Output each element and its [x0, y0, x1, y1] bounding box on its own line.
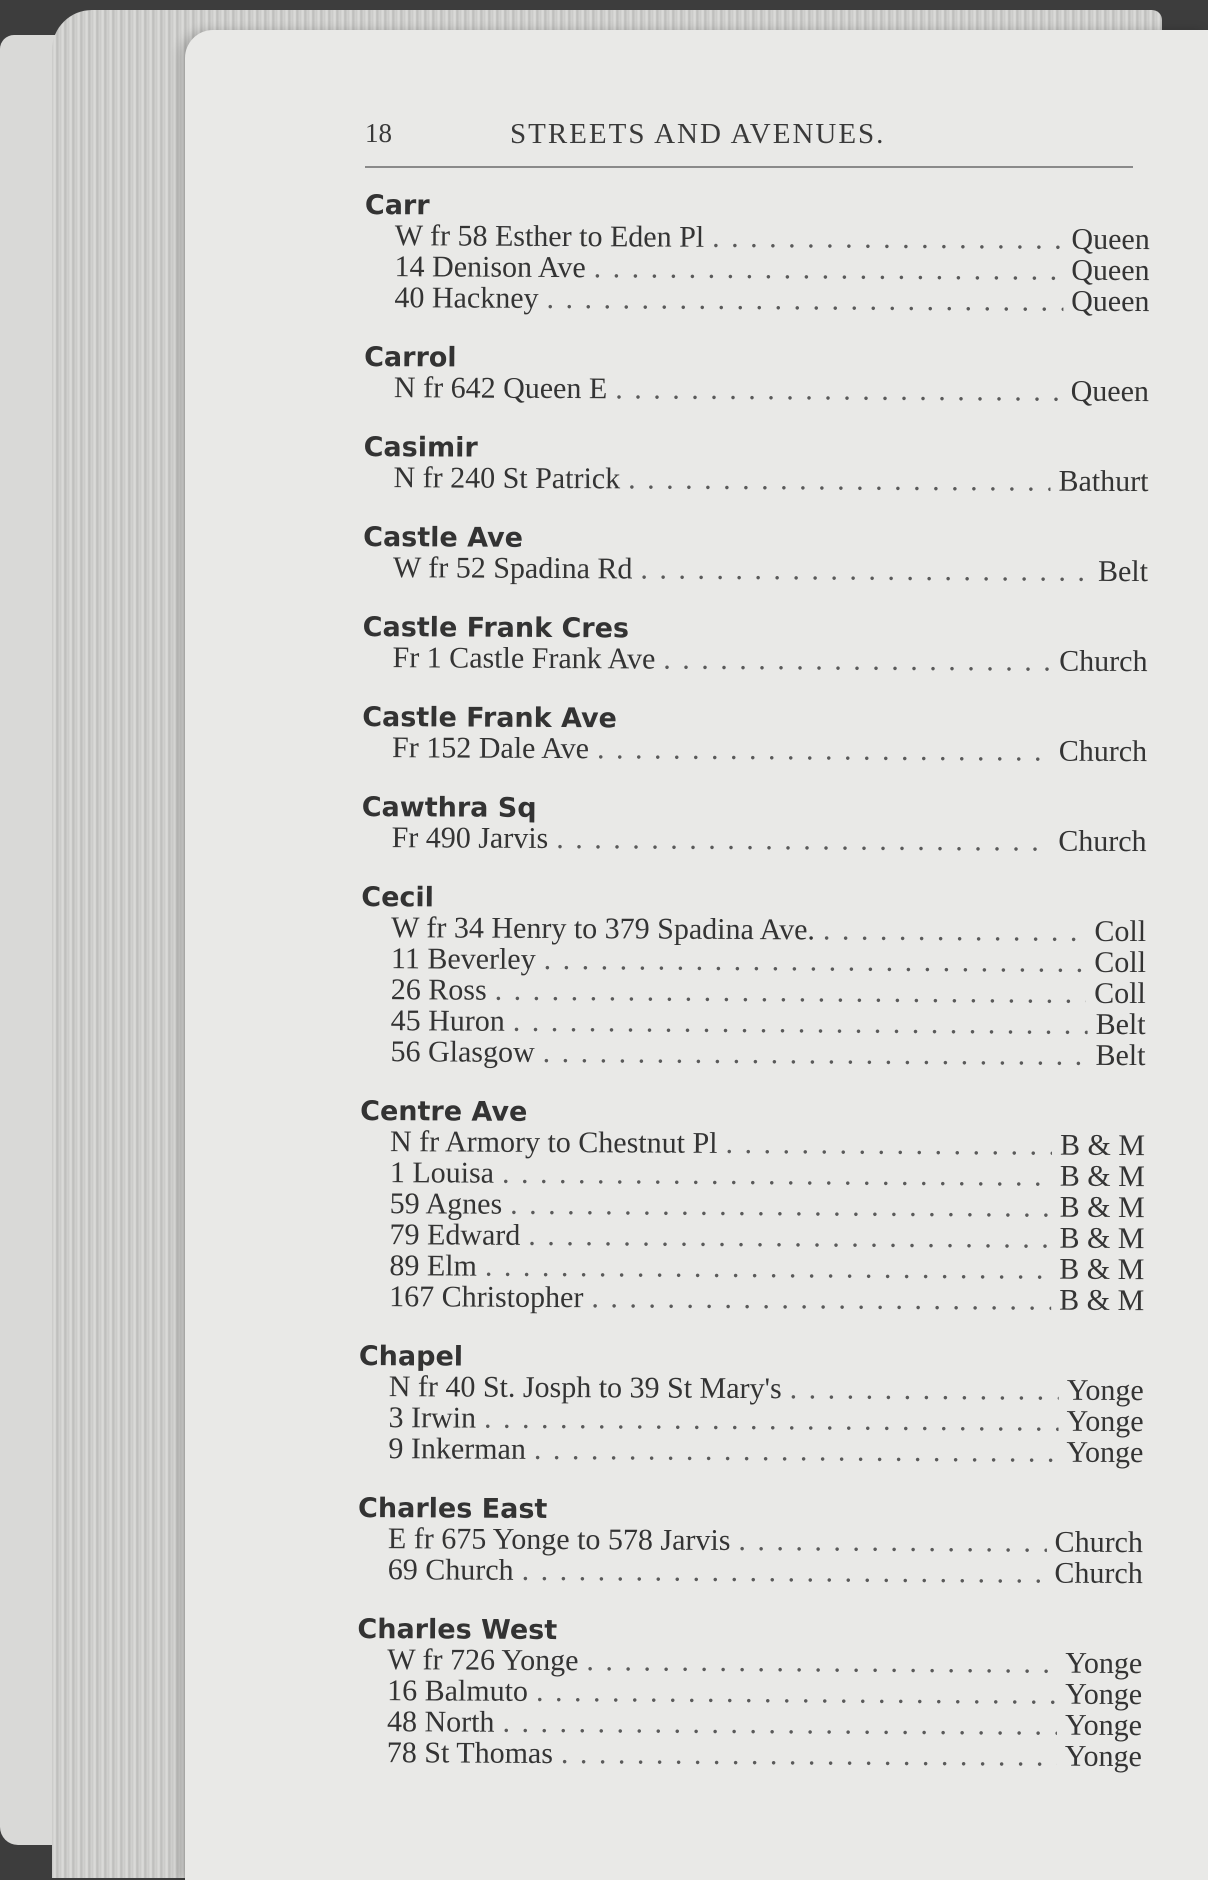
entry-district: Bathurt	[1058, 464, 1149, 499]
street-block	[362, 611, 1148, 679]
entry-description: W fr 34 Henry to 379 Spadina Ave.	[391, 911, 816, 947]
street-directory-listing	[357, 192, 1150, 1803]
entry-description: 26 Ross	[390, 973, 487, 1007]
street-name: Carr	[364, 190, 430, 222]
entry-district: B & M	[1059, 1252, 1145, 1287]
dot-leader	[546, 283, 1063, 317]
street-name: Centre Ave	[360, 1095, 528, 1128]
entry-district: Belt	[1095, 1038, 1146, 1073]
entry-district: Church	[1058, 824, 1147, 859]
entry-description: N fr Armory to Chestnut Pl	[389, 1125, 718, 1160]
dot-leader	[591, 1282, 1051, 1315]
entry-description: 11 Beverley	[390, 942, 536, 976]
entry-description: Fr 490 Jarvis	[391, 821, 549, 855]
dot-leader	[561, 1738, 1057, 1772]
entry-district: Yonge	[1065, 1646, 1143, 1681]
dot-leader	[597, 733, 1051, 766]
entry-district: Church	[1054, 1556, 1143, 1591]
entry-district: Yonge	[1065, 1677, 1143, 1712]
street-block	[364, 192, 1150, 317]
street-entry	[357, 1737, 1142, 1772]
page-header	[365, 118, 1133, 168]
street-block	[358, 1340, 1144, 1470]
dot-leader	[502, 1707, 1057, 1741]
entry-district: Yonge	[1064, 1739, 1142, 1774]
entry-district: B & M	[1059, 1283, 1145, 1318]
dot-leader	[556, 823, 1050, 857]
entry-description: E fr 675 Yonge to 578 Jarvis	[387, 1522, 731, 1557]
street-name: Castle Frank Cres	[362, 611, 630, 645]
street-entry	[362, 822, 1147, 857]
dot-leader	[513, 1006, 1088, 1040]
street-entry	[364, 282, 1149, 317]
dot-leader	[495, 975, 1087, 1009]
entry-district: Queen	[1071, 284, 1150, 319]
entry-description: 69 Church	[387, 1553, 514, 1587]
entry-description: W fr 726 Yonge	[387, 1643, 579, 1678]
dot-leader	[528, 1220, 1051, 1254]
street-entry	[359, 1281, 1144, 1316]
entry-district: Coll	[1094, 945, 1147, 980]
entry-district: Yonge	[1064, 1708, 1143, 1743]
street-block	[364, 341, 1150, 409]
street-name: Cawthra Sq	[361, 791, 537, 824]
street-entry	[358, 1433, 1143, 1468]
dot-leader	[594, 252, 1064, 285]
running-title: STREETS AND AVENUES.	[510, 118, 886, 150]
dot-leader	[534, 1434, 1059, 1468]
entry-description: N fr 240 St Patrick	[393, 461, 621, 496]
entry-description: W fr 58 Esther to Eden Pl	[394, 219, 705, 254]
entry-district: Church	[1058, 734, 1148, 769]
street-entry	[363, 552, 1148, 587]
entry-description: 1 Louisa	[389, 1156, 495, 1190]
street-name: Castle Frank Ave	[362, 701, 617, 735]
entry-description: 48 North	[386, 1705, 495, 1739]
entry-district: B & M	[1059, 1128, 1146, 1163]
street-block	[363, 521, 1149, 589]
entry-district: Coll	[1094, 914, 1147, 949]
entry-district: Yonge	[1066, 1404, 1144, 1439]
entry-description: 9 Inkerman	[388, 1432, 526, 1466]
dot-leader	[510, 1189, 1052, 1223]
page-number: 18	[365, 118, 392, 148]
street-entry	[359, 1371, 1144, 1406]
entry-district: Queen	[1071, 253, 1150, 288]
entry-district: Church	[1054, 1525, 1144, 1560]
street-entry	[362, 642, 1147, 677]
entry-description: N fr 40 St. Josph to 39 St Mary's	[388, 1370, 782, 1406]
dot-leader	[823, 914, 1087, 946]
dot-leader	[502, 1158, 1052, 1192]
dot-leader	[485, 1251, 1052, 1285]
entry-district: Queen	[1071, 222, 1150, 257]
entry-description: 16 Balmuto	[387, 1674, 529, 1708]
entry-district: Yonge	[1066, 1435, 1144, 1470]
dot-leader	[712, 222, 1063, 255]
entry-description: 3 Irwin	[388, 1401, 477, 1435]
street-name: Charles East	[358, 1492, 548, 1525]
dot-leader	[536, 1676, 1057, 1710]
street-entry	[359, 1219, 1144, 1254]
street-name: Carrol	[364, 341, 457, 374]
entry-district: Yonge	[1066, 1373, 1144, 1408]
street-block	[360, 881, 1147, 1073]
entry-description: 14 Denison Ave	[394, 250, 586, 285]
street-block	[357, 1613, 1143, 1774]
street-name: Castle Ave	[363, 521, 524, 554]
entry-description: 78 St Thomas	[386, 1736, 554, 1771]
entry-district: Belt	[1097, 554, 1149, 589]
dot-leader	[586, 1645, 1057, 1678]
street-entry	[360, 1036, 1145, 1071]
entry-district: Queen	[1070, 374, 1150, 409]
dot-leader	[663, 644, 1051, 677]
dot-leader	[738, 1525, 1046, 1558]
entry-description: 45 Huron	[390, 1004, 505, 1038]
dot-leader	[725, 1128, 1052, 1161]
entry-description: 89 Elm	[389, 1249, 477, 1283]
street-name: Casimir	[363, 431, 478, 464]
street-block	[362, 701, 1148, 769]
dot-leader	[615, 373, 1063, 406]
entry-district: Belt	[1095, 1007, 1146, 1042]
street-block	[359, 1095, 1146, 1318]
entry-district: B & M	[1059, 1190, 1145, 1225]
entry-description: 167 Christopher	[389, 1280, 584, 1315]
entry-description: 79 Edward	[389, 1218, 521, 1252]
dot-leader	[484, 1403, 1059, 1437]
street-entry	[364, 372, 1149, 407]
entry-district: B & M	[1059, 1221, 1145, 1256]
dot-leader	[543, 1037, 1088, 1071]
entry-description: N fr 642 Queen E	[393, 371, 608, 406]
entry-description: W fr 52 Spadina Rd	[392, 551, 633, 586]
entry-district: B & M	[1059, 1159, 1145, 1194]
street-block	[358, 1492, 1144, 1591]
entry-district: Coll	[1094, 976, 1146, 1011]
entry-description: Fr 152 Dale Ave	[392, 731, 590, 766]
entry-description: Fr 1 Castle Frank Ave	[392, 641, 656, 676]
dot-leader	[640, 553, 1090, 586]
street-name: Charles West	[357, 1613, 558, 1647]
entry-description: 40 Hackney	[394, 281, 539, 315]
street-name: Chapel	[358, 1340, 464, 1373]
entry-description: 56 Glasgow	[390, 1035, 535, 1069]
street-name: Cecil	[361, 881, 435, 914]
dot-leader	[790, 1373, 1059, 1405]
street-entry	[363, 462, 1148, 497]
dot-leader	[522, 1555, 1047, 1589]
dot-leader	[628, 463, 1051, 496]
street-block	[363, 431, 1149, 499]
street-entry	[362, 732, 1147, 767]
dot-leader	[544, 944, 1087, 978]
entry-description: 59 Agnes	[389, 1187, 503, 1221]
entry-district: Church	[1059, 644, 1148, 679]
street-block	[361, 791, 1147, 859]
street-entry	[358, 1554, 1143, 1589]
